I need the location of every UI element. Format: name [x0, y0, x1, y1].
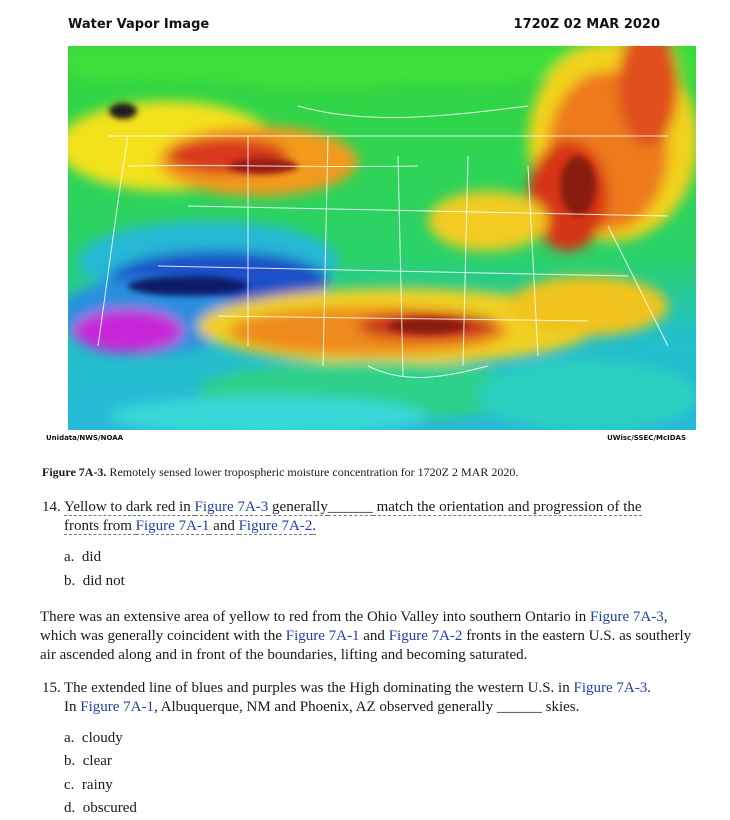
question-text: match the orientation and progression of the [372, 499, 642, 515]
option-15c[interactable] [64, 777, 113, 794]
answer-text: , which was generally coincident with the [40, 609, 668, 644]
question-text: , Albuquerque, NM and Phoenix, AZ observed generally [154, 699, 497, 715]
answer-text: and [359, 628, 389, 644]
question-text: In [64, 699, 81, 715]
water-vapor-figure [40, 8, 700, 448]
figure-header-time: 1720Z 02 MAR 2020 [513, 17, 660, 32]
figure-link-7a-1[interactable]: Figure 7A-1 [80, 699, 154, 715]
question-number: 14. [42, 499, 61, 515]
option-text: obscured [82, 800, 137, 816]
question-text: . [647, 680, 651, 696]
figure-link-7a-3[interactable]: Figure 7A-3 [589, 609, 664, 625]
option-14a[interactable] [64, 549, 101, 566]
question-text: skies. [541, 699, 580, 715]
answer-text: There was an extensive area of yellow to red from the Ohio Valley into southern Ontario in [40, 609, 590, 625]
option-text: rainy [81, 777, 113, 793]
question-text: . [312, 518, 317, 534]
option-text: clear [82, 753, 112, 769]
question-text: and [209, 518, 239, 534]
option-text: did [81, 549, 102, 565]
option-15b[interactable] [64, 753, 112, 770]
question-text: fronts from [64, 518, 136, 534]
option-letter: a. [64, 549, 75, 565]
question-text: The extended line of blues and purples was the High dominating the western U.S. in [64, 680, 574, 696]
option-letter: c. [64, 777, 75, 793]
answer-explanation [40, 608, 695, 665]
question-text: Yellow to dark red in [64, 499, 195, 515]
option-text: cloudy [81, 730, 123, 746]
figure-link-7a-2[interactable]: Figure 7A-2 [388, 628, 463, 644]
option-text: did not [82, 573, 125, 589]
option-14b[interactable] [64, 573, 125, 590]
credit-left: Unidata/NWS/NOAA [46, 434, 124, 442]
option-15d[interactable] [64, 800, 137, 817]
figure-link-7a-3[interactable]: Figure 7A-3 [194, 499, 269, 515]
figure-header-title: Water Vapor Image [68, 17, 210, 32]
figure-caption [42, 465, 518, 480]
figure-link-7a-1[interactable]: Figure 7A-1 [135, 518, 210, 534]
answer-blank: ______ [496, 699, 542, 715]
option-letter: d. [64, 800, 76, 816]
question-15 [42, 679, 702, 717]
caption-label: Figure 7A-3. [42, 465, 107, 479]
option-letter: b. [64, 753, 76, 769]
question-number: 15. [42, 680, 61, 696]
water-vapor-map [68, 46, 696, 430]
option-15a[interactable] [64, 730, 123, 747]
answer-text: fronts in the eastern U.S. as southerly air ascended along and in front of the boundaries, lifting and becoming saturated. [40, 628, 692, 663]
figure-link-7a-3[interactable]: Figure 7A-3 [573, 680, 648, 696]
question-text: generally [268, 499, 328, 515]
credit-right: UWisc/SSEC/McIDAS [607, 434, 686, 442]
caption-text: Remotely sensed lower tropospheric moisture concentration for 1720Z 2 MAR 2020. [106, 465, 519, 479]
figure-link-7a-2[interactable]: Figure 7A-2 [238, 518, 313, 534]
question-14 [42, 498, 702, 536]
figure-link-7a-1[interactable]: Figure 7A-1 [285, 628, 360, 644]
option-letter: a. [64, 730, 75, 746]
option-letter: b. [64, 573, 76, 589]
answer-blank: ______ [327, 499, 373, 515]
